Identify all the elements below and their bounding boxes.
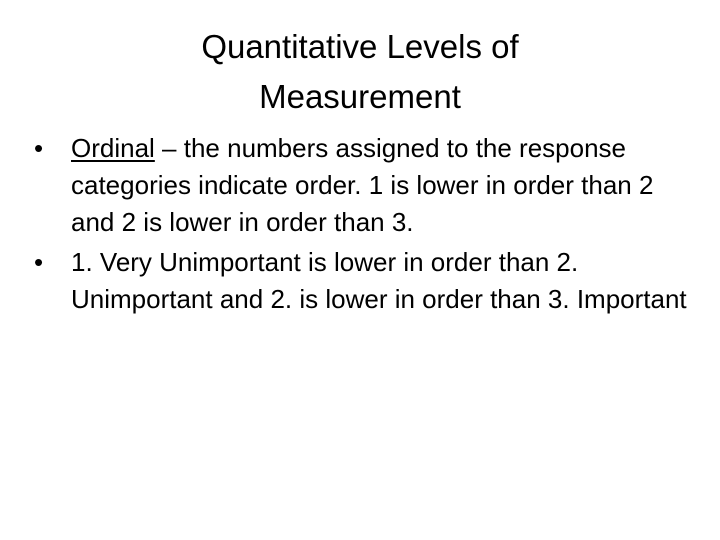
bullet-item-ordinal-example	[34, 244, 694, 318]
term-ordinal: Ordinal	[71, 133, 155, 163]
bullet-text: 1. Very Unimportant is lower in order than 2. Unimportant and 2. is lower in order than 3. Important	[71, 247, 687, 314]
slide-title	[110, 22, 610, 122]
bullet-item-ordinal-definition	[34, 130, 694, 241]
bullet-text: – the numbers assigned to the response categories indicate order. 1 is lower in order than 2 and 2 is lower in order than 3.	[71, 133, 654, 237]
bullet-dot-icon: •	[34, 133, 44, 163]
title-line-1: Quantitative Levels of	[201, 28, 519, 65]
title-line-2: Measurement	[259, 78, 461, 115]
bullet-dot-icon: •	[34, 247, 44, 277]
bullet-list	[34, 130, 694, 321]
